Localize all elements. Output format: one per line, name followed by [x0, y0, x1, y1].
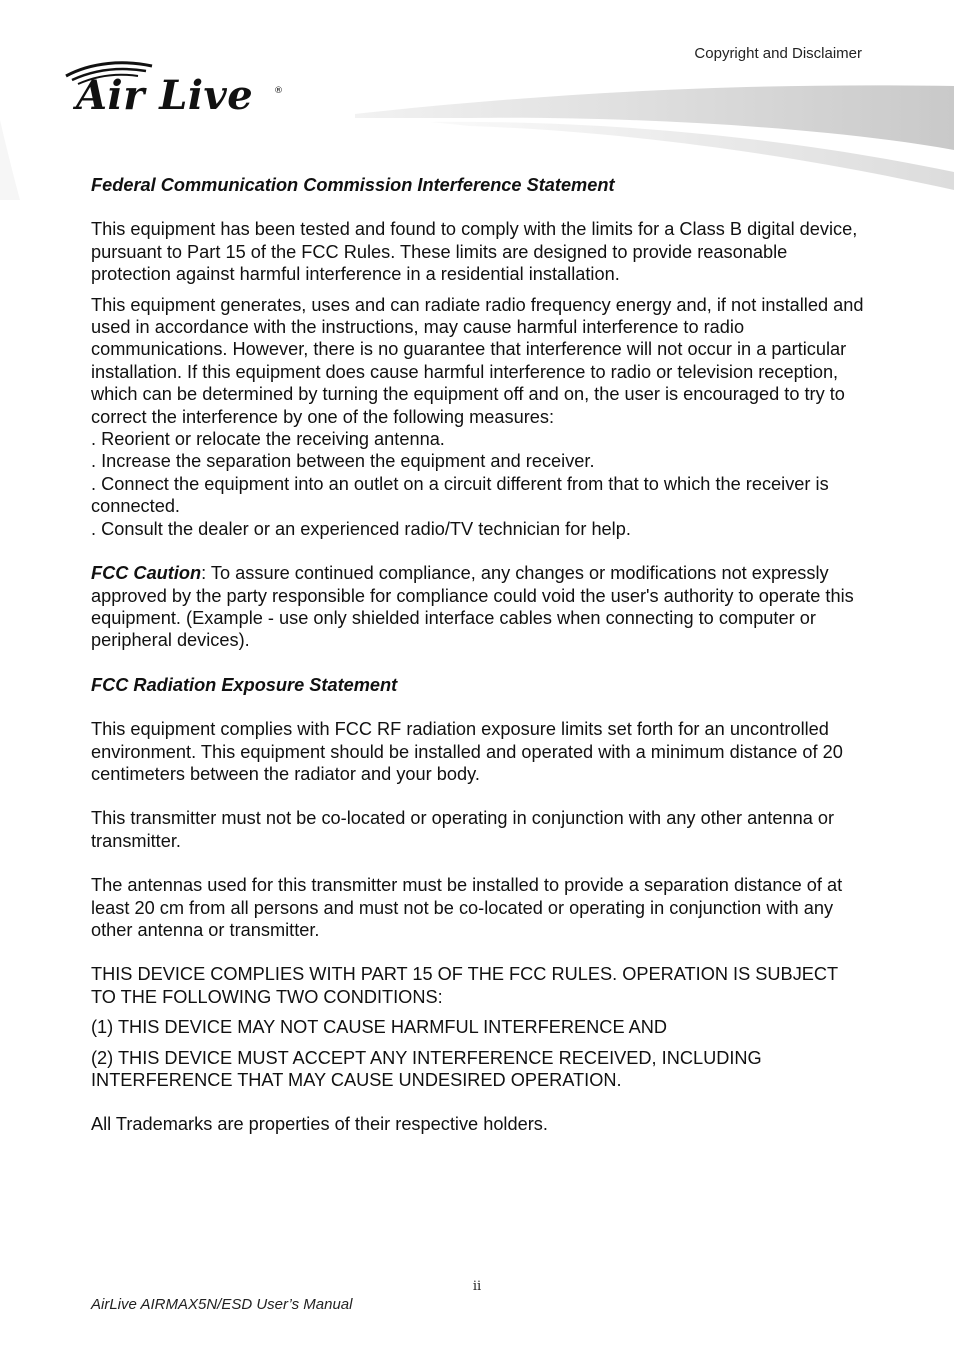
- manual-title: AirLive AIRMAX5N/ESD User’s Manual: [91, 1296, 353, 1313]
- list-item: . Connect the equipment into an outlet on a circuit different from that to which the receiver is connected.: [91, 473, 829, 517]
- part15-condition-2: (2) THIS DEVICE MUST ACCEPT ANY INTERFERENCE RECEIVED, INCLUDING INTERFERENCE THAT MAY CAUSE UNDESIRED OPERATION.: [91, 1047, 762, 1090]
- airlive-logo: [62, 58, 292, 122]
- fcc-paragraph-1: This equipment has been tested and found to comply with the limits for a Class B digital device, pursuant to Part 15 of the FCC Rules. These limits are designed to provide reasonable protection against harmful interference in a residential installation.: [91, 219, 858, 285]
- list-item: . Reorient or relocate the receiving antenna.: [91, 429, 445, 450]
- trademarks-statement: All Trademarks are properties of their respective holders.: [91, 1114, 548, 1135]
- radiation-paragraph-2: This transmitter must not be co-located or operating in conjunction with any other antenna or transmitter.: [91, 808, 835, 851]
- logo-wordmark: Air Live: [76, 72, 254, 119]
- page-number: ii: [472, 1279, 482, 1294]
- fcc-caution-paragraph: [91, 562, 867, 652]
- document-body: [91, 174, 867, 1136]
- section-label: Copyright and Disclaimer: [694, 45, 862, 62]
- part15-intro: THIS DEVICE COMPLIES WITH PART 15 OF THE FCC RULES. OPERATION IS SUBJECT TO THE FOLLOWING TWO CONDITIONS:: [91, 964, 838, 1007]
- fcc-caution-text: : To assure continued compliance, any changes or modifications not expressly approved by the party responsible for compliance could void the user's authority to operate this equipment. (Example - use only shielded interface cables when connecting to computer or peripheral devices).: [91, 563, 854, 651]
- page-header: [0, 0, 954, 200]
- list-item: . Increase the separation between the equipment and receiver.: [91, 451, 595, 472]
- part15-condition-1: (1) THIS DEVICE MAY NOT CAUSE HARMFUL INTERFERENCE AND: [91, 1017, 668, 1038]
- fcc-interference-title: Federal Communication Commission Interference Statement: [91, 175, 615, 195]
- radiation-title: FCC Radiation Exposure Statement: [91, 674, 398, 695]
- radiation-paragraph-1: This equipment complies with FCC RF radiation exposure limits set forth for an uncontrolled environment. This equipment should be installed and operated with a minimum distance of 20 centimeters between the radiator and your body.: [91, 719, 843, 784]
- registered-mark: ®: [274, 86, 283, 96]
- radiation-paragraph-3: The antennas used for this transmitter must be installed to provide a separation distance of at least 20 cm from all persons and must not be co-located or operating in conjunction with any other antenna or transmitter.: [91, 875, 843, 940]
- fcc-caution-label: FCC Caution: [91, 563, 202, 584]
- measures-list: [91, 428, 867, 540]
- list-item: . Consult the dealer or an experienced radio/TV technician for help.: [91, 518, 631, 539]
- fcc-paragraph-2: This equipment generates, uses and can radiate radio frequency energy and, if not installed and used in accordance with the instructions, may cause harmful interference to radio communications. However, there is no guarantee that interference will not occur in a particular installation. If this equipment does cause harmful interference to radio or television reception, which can be determined by turning the equipment off and on, the user is encouraged to try to correct the interference by one of the following measures:: [91, 294, 864, 427]
